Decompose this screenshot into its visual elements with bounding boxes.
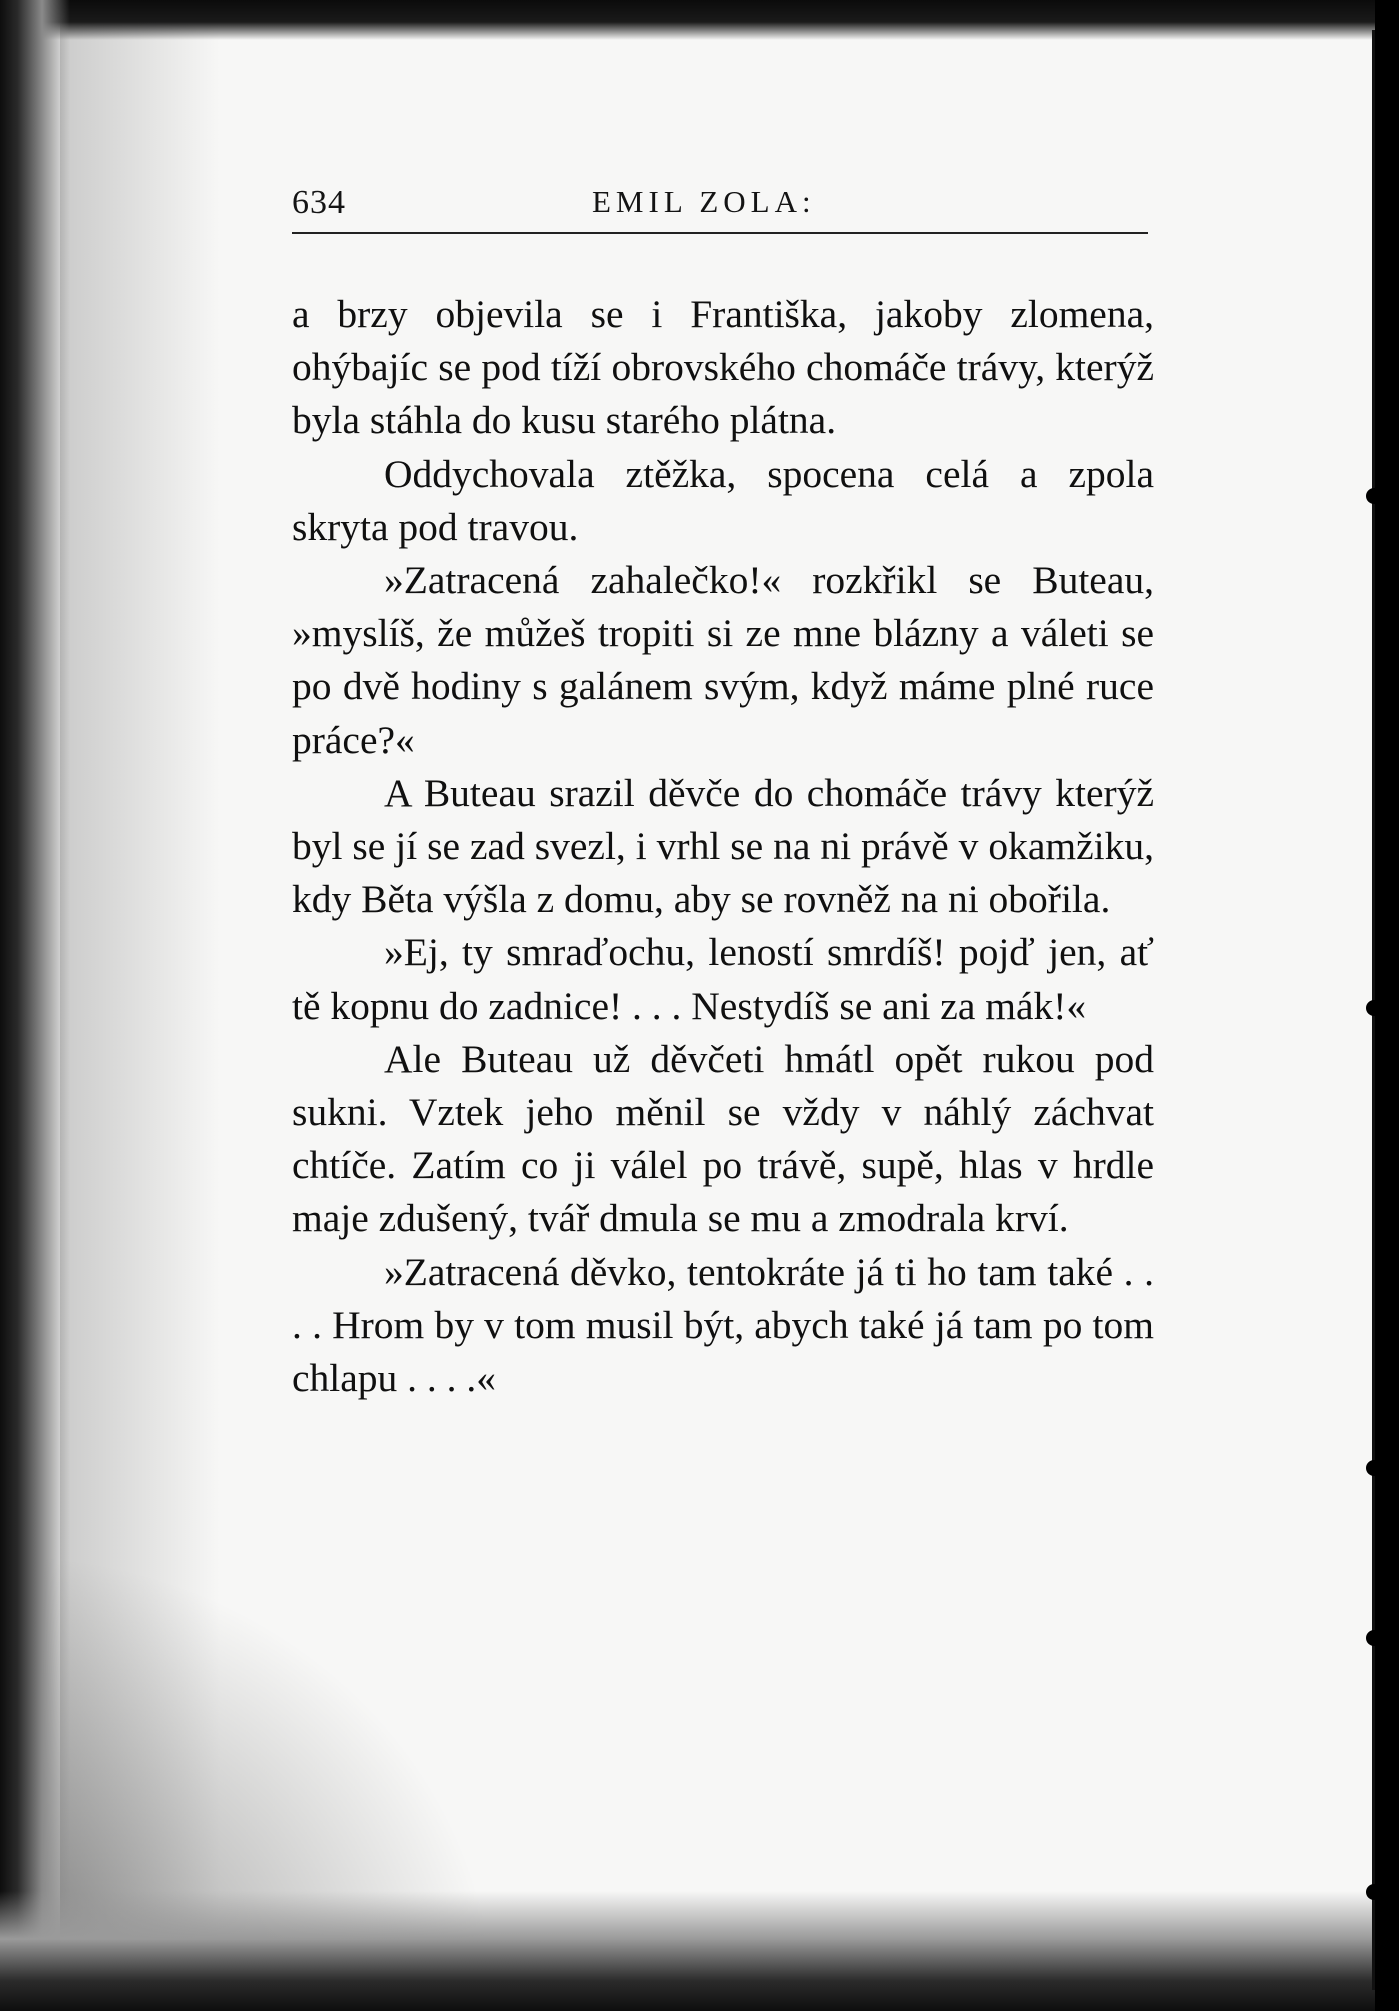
scan-border-left — [0, 0, 70, 2011]
binding-mark — [1366, 488, 1382, 504]
paragraph: »Zatracená zahalečko!« rozkřikl se Buteau, »myslíš, že můžeš tropiti si ze mne blázny a váleti se po dvě hodiny s galánem svým, když máme plné ruce práce?« — [292, 558, 1154, 762]
paragraph: »Ej, ty smraďochu, leností smrdíš! pojď jen, ať tě kopnu do zadnice! . . . Nestydíš se ani za mák!« — [292, 930, 1154, 1028]
paragraph: Oddychovala ztěžka, spocena celá a zpola skryta pod travou. — [292, 451, 1154, 549]
binding-mark — [1366, 1460, 1382, 1476]
page-number: 634 — [292, 184, 346, 221]
binding-mark — [1366, 1000, 1382, 1016]
running-head: EMIL ZOLA: — [592, 184, 816, 219]
body-text — [292, 288, 1154, 1405]
paragraph: A Buteau srazil děvče do chomáče trávy kterýž byl se jí se zad svezl, i vrhl se na ni právě v okamžiku, kdy Běta výšla z domu, aby se rovněž na ni obořila. — [292, 770, 1154, 922]
paragraph: a brzy objevila se i Františka, jakoby zlomena, ohýbajíc se pod tíží obrovského chomáče trávy, kterýž byla stáhla do kusu starého plátna. — [292, 292, 1154, 443]
page-header — [292, 184, 1148, 234]
scan-border-bottom — [0, 1891, 1399, 2011]
paragraph: Ale Buteau už děvčeti hmátl opět rukou pod sukni. Vztek jeho měnil se vždy v náhlý záchvat chtíče. Zatím co ji válel po trávě, supě, hlas v hrdle maje zdušený, tvář dmula se mu a zmodrala krví. — [292, 1036, 1154, 1241]
binding-mark — [1366, 1630, 1382, 1646]
scan-border-top — [0, 0, 1399, 40]
binding-mark — [1366, 1884, 1382, 1900]
paragraph: »Zatracená děvko, tentokráte já ti ho tam také . . . . Hrom by v tom musil být, abych také já tam po tom chlapu . . . .« — [292, 1249, 1154, 1401]
